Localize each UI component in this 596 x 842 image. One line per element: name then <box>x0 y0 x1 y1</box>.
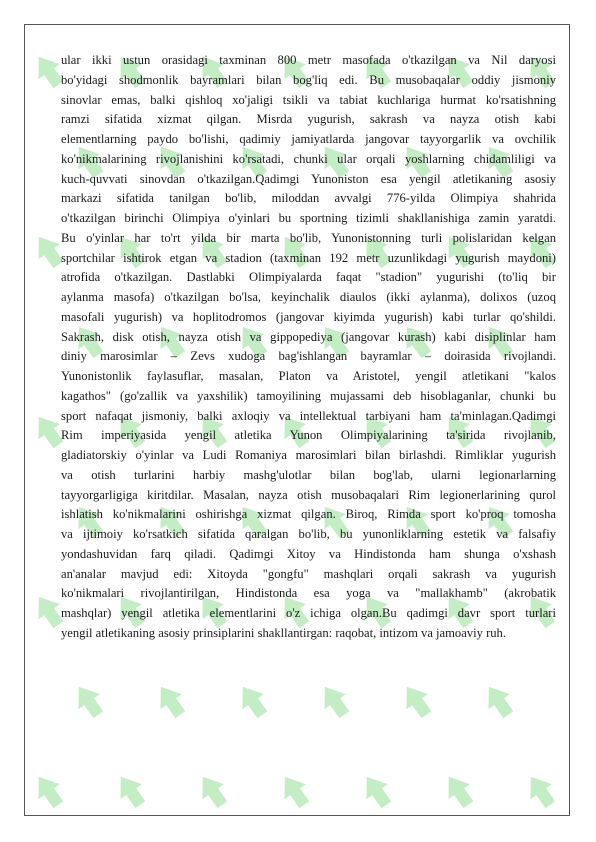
text-line: ishlatish ko'nikmalarini oshirishga xizmat qilgan. Biroq, Rimda sport ko'proq tomosha <box>61 507 556 522</box>
text-line: aylanma masofa) o'tkazilgan bo'lsa, keyinchalik diaulos (ikki aylanma), dolixos (uzoq <box>61 290 556 304</box>
text-line: tayyorgarligiga kiritdilar. Masalan, nayza otish musobaqalari Rim legionerlarining qurol <box>61 487 556 502</box>
document-body <box>61 51 556 644</box>
text-line: sportchilar ishtirok etgan va stadion (taxminan 192 metr uzunlikdagi yugurish maydoni) <box>61 250 556 265</box>
text-line: o'tkazilgan birinchi Olimpiya o'yinlari bu sportning tizimli shakllanishiga zamin yaratdi. <box>61 211 556 225</box>
text-line: ramzi sifatida xizmat qilgan. Misrda yugurish, sakrash va nayza otish kabi <box>61 112 556 127</box>
text-line: yondashuvidan farq qiladi. Qadimgi Xitoy va Hindistonda ham shunga o'xshash <box>61 546 556 561</box>
text-line: ko'nikmalarining rivojlanishini ko'rsatadi, chunki ular orqali yoshlarning chidamliligi va <box>61 151 556 166</box>
text-line: elementlarning paydo bo'lishi, qadimiy jamiyatlarda jangovar tayyorgarlik va ovchilik <box>61 132 556 146</box>
text-line: kuch-quvvati sinovdan o'tkazilgan.Qadimgi Yunoniston esa yengil atletikaning asosiy <box>61 171 556 186</box>
text-line: gladiatorskiy o'yinlar va Ludi Romaniya marosimlari bilan birlashdi. Rimliklar yugurish <box>61 448 556 462</box>
text-line: ular ikki ustun orasidagi taxminan 800 metr masofada o'tkazilgan va Nil daryosi <box>61 53 556 67</box>
text-line: ko'nikmalari rivojlantirilgan, Hindistonda esa yoga va "mallakhamb" (akrobatik <box>61 586 556 601</box>
text-line: sinovlar emas, balki qishloq xo'jaligi tsikli va tabiat kuchlariga hurmat ko'rsatishning <box>61 92 556 107</box>
text-line: sport nafaqat jismoniy, balki axloqiy va intellektual tarbiyani ham ta'minlagan.Qadimgi <box>61 408 556 423</box>
text-line: Sakrash, disk otish, nayza otish va gippopediya (jangovar kurash) kabi disiplinlar ham <box>61 329 556 344</box>
text-line: va ijtimoiy ko'rsatkich sifatida qaralgan bo'lib, bu yunonliklarning estetik va falsafiy <box>61 527 556 541</box>
text-line: diniy marosimlar – Zevs xudoga bag'ishlangan bayramlar – doirasida rivojlandi. <box>61 349 556 364</box>
text-line: Bu o'yinlar har to'rt yilda bir marta bo'lib, Yunonistonning turli polislaridan kelgan <box>61 230 556 245</box>
text-line: kagathos" (go'zallik va yaxshilik) tamoyilining mujassami deb hisoblaganlar, chunki bu <box>61 388 556 403</box>
text-line: markazi sifatida tanilgan bo'lib, miloddan avvalgi 776-yilda Olimpiya shahrida <box>61 191 556 206</box>
text-line: an'analar mavjud edi: Xitoyda "gongfu" mashqlari orqali sakrash va yugurish <box>61 566 556 581</box>
text-line: mashqlar) yengil atletika elementlarini o'z ichiga olgan.Bu qadimgi davr sport turlari <box>61 606 556 620</box>
text-line: yengil atletikaning asosiy prinsiplarini shakllantirgan: raqobat, intizom va jamoaviy ruh. <box>61 625 506 640</box>
text-line: Yunonistonlik faylasuflar, masalan, Platon va Aristotel, yengil atletikani "kalos <box>61 369 556 383</box>
text-line: bo'yidagi shodmonlik bayramlari bilan bog'liq edi. Bu musobaqalar oddiy jismoniy <box>61 72 556 87</box>
text-line: va otish turlarini harbiy mashg'ulotlar bilan bog'lab, ularni legionarlarning <box>61 467 556 482</box>
text-line: atrofida o'tkazilgan. Dastlabki Olimpiyalarda faqat "stadion" yugurishi (to'liq bir <box>61 270 556 285</box>
text-line: Rim imperiyasida yengil atletika Yunon Olimpiyalarining ta'sirida rivojlanib, <box>61 428 556 443</box>
text-line: masofali yugurish) va hoplitodromos (jangovar kiyimda yugurish) kabi turlar qo'shildi. <box>61 309 556 324</box>
